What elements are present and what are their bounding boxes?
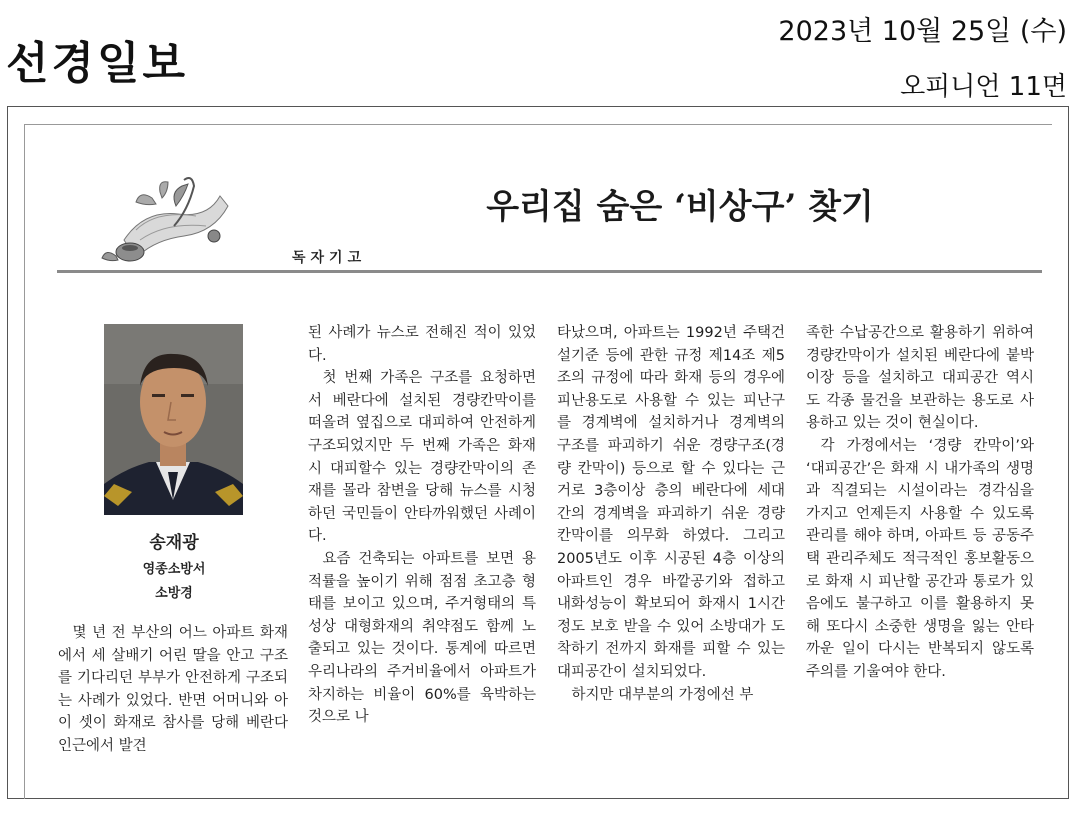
newspaper-masthead: 선경일보 [6,38,189,89]
article-column-2 [308,322,536,729]
article-headline: 우리집 숨은 ‘비상구’ 찾기 [486,187,874,227]
publication-date: 2023년 10월 25일 (수) [778,16,1067,47]
article-column-3 [557,322,785,706]
paragraph: 첫 번째 가족은 구조를 요청하면서 베란다에 설치된 경량칸막이를 떠올려 옆집으로 대피하여 안전하게 구조되었지만 두 번째 가족은 화재시 대피할수 있는 경량칸막이의 존재를 몰라 참변을 당해 뉴스를 시청하던 국민들이 안타까워했던 사례이다. [308,370,536,545]
author-name: 송재광 [149,533,199,553]
author-organization: 영종소방서 [142,562,206,577]
section-page-label: 오피니언 11면 [900,72,1067,102]
author-rank: 소방경 [155,586,193,601]
paragraph: 각 가정에서는 ‘경량 칸막이’와 ‘대피공간’은 화재 시 내가족의 생명과 직결되는 시설이라는 경각심을 가지고 언제든지 사용할 수 있도록 관리를 해야 하며, 아파트 등 공동주택 관리주체도 적극적인 홍보활동으로 화재 시 피난할 공간과 통로가 있음에도 불구하고 이를 활용하지 못해 또다시 소중한 생명을 잃는 안타까운 일이 다시는 반복되지 않도록 주의를 기울여야 한다. [806,437,1034,680]
paragraph: 족한 수납공간으로 활용하기 위하여 경량칸막이가 설치된 베란다에 붙박이장 등을 설치하고 대피공간 역시도 각종 물건을 보관하는 용도로 사용하고 있는 것이 현실이다. [806,325,1034,432]
article-column-1 [58,622,288,758]
paragraph: 타났으며, 아파트는 1992년 주택건설기준 등에 관한 규정 제14조 제5조의 규정에 따라 화재 등의 경우에 피난용도로 사용할 수 있는 피난구를 경계벽에 설치하거나 경계벽의 구조를 파괴하기 쉬운 경량구조(경량 칸막이) 등으로 할 수 있다는 근거로 3층이상 층의 베란다에 세대 간의 경계벽을 파괴하기 쉬운 경량칸막이를 의무화 하였다. 그리고 2005년도 이후 시공된 4층 이상의 아파트인 경우 바깥공기와 접하고 내화성능이 확보되어 화재시 1시간 정도 보호 받을 수 있어 소방대가 도착하기 전까지 화재를 피할 수 있는 대피공간이 설치되었다. [557,325,785,680]
article-category: 독자기고 [292,250,367,266]
article-column-4 [806,322,1034,684]
quill-scroll-illustration-icon [96,170,246,270]
paragraph: 요즘 건축되는 아파트를 보면 용적률을 높이기 위해 점점 초고층 형태를 보이고 있으며, 주거형태의 특성상 대형화재의 취약점도 함께 노출되고 있는 것이다. 통계에 따르면 우리나라의 주거비율에서 아파트가 차지하는 비율이 60%를 육박하는 것으로 나 [308,550,536,726]
paragraph: 몇 년 전 부산의 어느 아파트 화재에서 세 살배기 어린 딸을 안고 구조를 기다리던 부부가 안전하게 구조되는 사례가 있었다. 반면 어머니와 아이 셋이 화재로 참사를 당해 베란다 인근에서 발견 [58,625,288,754]
author-photo [104,324,243,515]
paragraph: 된 사례가 뉴스로 전해진 적이 있었다. [308,325,536,364]
paragraph: 하지만 대부분의 가정에선 부 [571,686,754,703]
headline-rule [57,270,1042,273]
